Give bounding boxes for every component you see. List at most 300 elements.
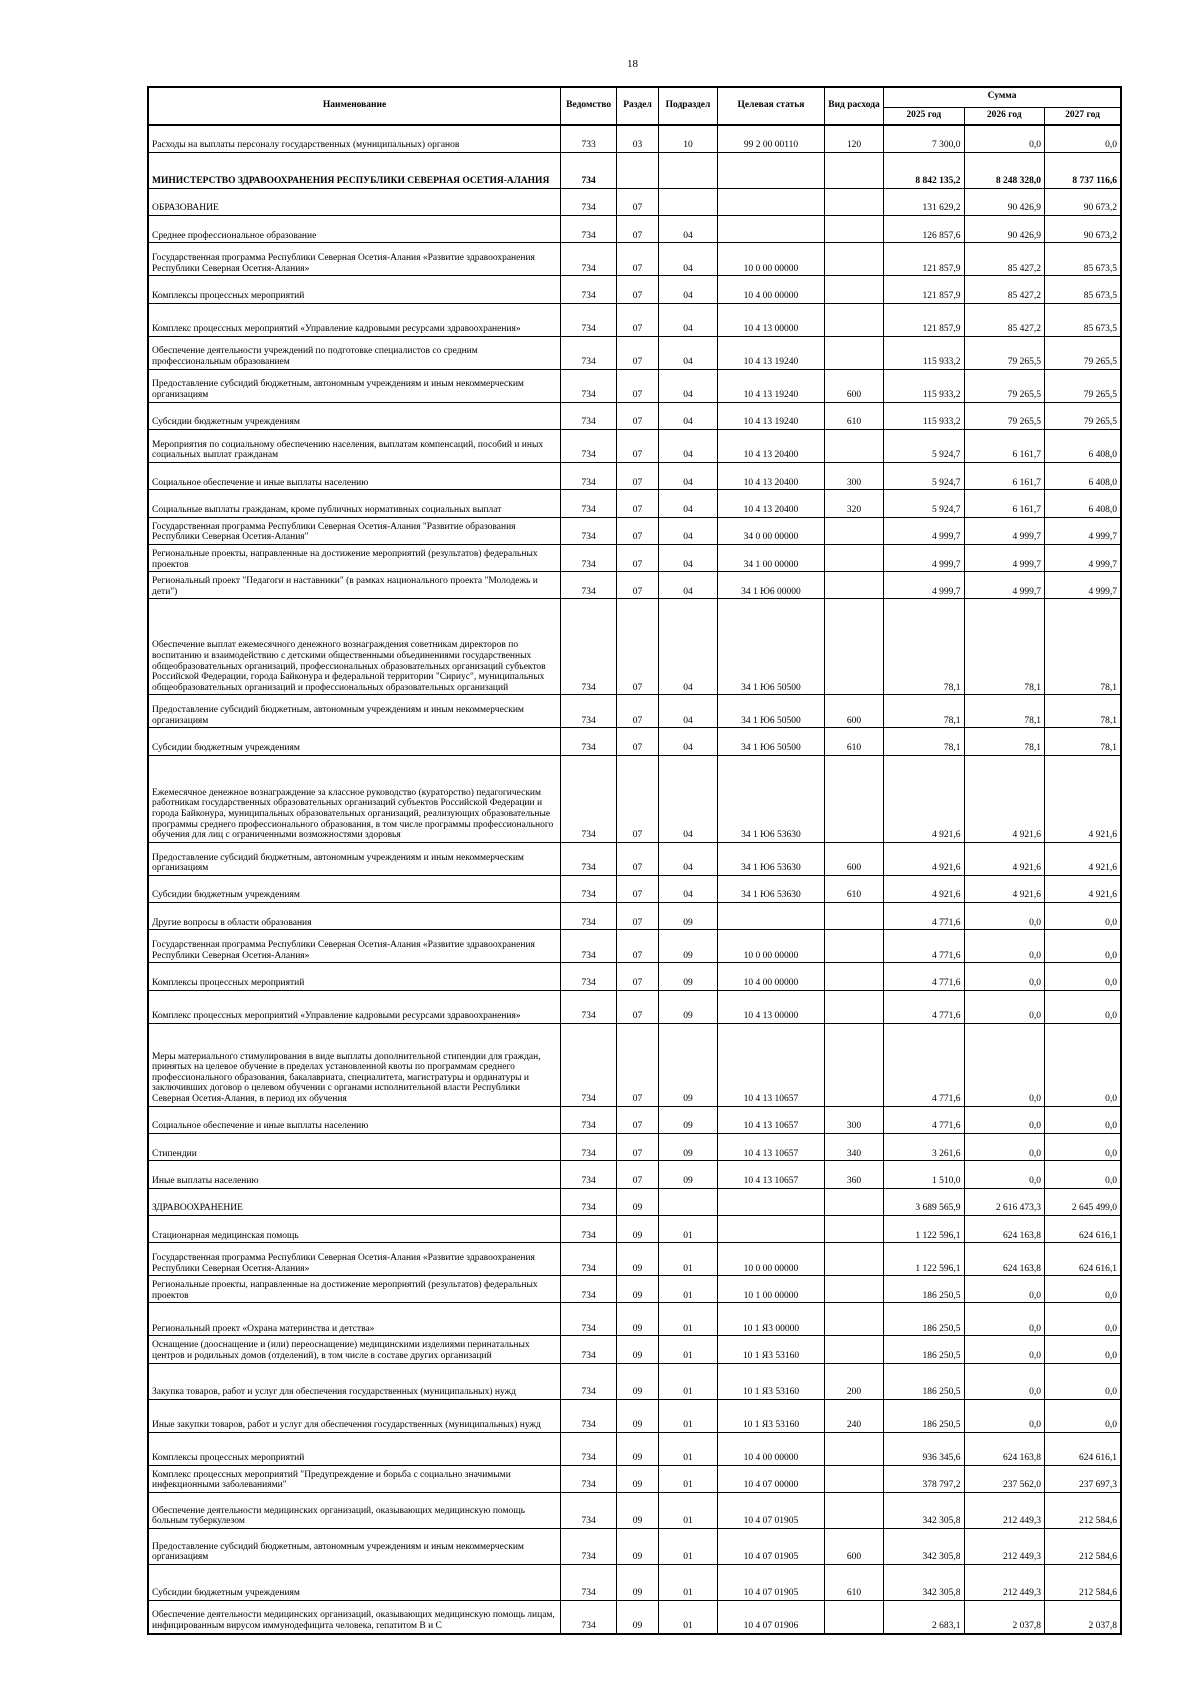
row-target: 10 4 13 10657 [718, 1133, 825, 1160]
row-sum-2026: 0,0 [964, 990, 1044, 1023]
row-ministry: 734 [561, 990, 617, 1023]
table-row [148, 188, 1121, 215]
row-name: Обеспечение деятельности медицинских организаций, оказывающих медицинскую помощь больным туберкулезом [148, 1493, 561, 1529]
row-sum-2025: 7 300,0 [884, 125, 964, 152]
row-target: 10 4 07 01905 [718, 1565, 825, 1601]
row-section [617, 152, 659, 188]
row-sum-2025: 5 924,7 [884, 462, 964, 489]
table-row [148, 1465, 1121, 1492]
row-name: Региональные проекты, направленные на достижение мероприятий (результатов) федеральных проектов [148, 1276, 561, 1303]
table-row [148, 1565, 1121, 1601]
row-sum-2027: 8 737 116,6 [1045, 152, 1121, 188]
table-row [148, 1493, 1121, 1529]
row-section: 09 [617, 1432, 659, 1465]
row-expense-type [824, 188, 883, 215]
row-sum-2025: 342 305,8 [884, 1493, 964, 1529]
row-sum-2025: 4 921,6 [884, 755, 964, 842]
row-target: 10 1 00 00000 [718, 1276, 825, 1303]
row-target: 10 4 13 20400 [718, 490, 825, 517]
row-section: 07 [617, 544, 659, 571]
row-expense-type [824, 152, 883, 188]
row-sum-2025: 4 999,7 [884, 517, 964, 544]
row-sum-2026: 78,1 [964, 695, 1044, 728]
row-expense-type: 340 [824, 1133, 883, 1160]
table-row [148, 276, 1121, 303]
row-sum-2026: 79 265,5 [964, 336, 1044, 369]
row-target: 10 1 Я3 53160 [718, 1336, 825, 1363]
row-sum-2027: 0,0 [1045, 1303, 1121, 1336]
row-target: 99 2 00 00110 [718, 125, 825, 152]
row-target: 10 4 00 00000 [718, 963, 825, 990]
table-row [148, 369, 1121, 402]
row-name: Субсидии бюджетным учреждениям [148, 1565, 561, 1601]
row-section: 09 [617, 1215, 659, 1242]
row-expense-type: 600 [824, 1529, 883, 1565]
row-name: Стипендии [148, 1133, 561, 1160]
row-ministry: 734 [561, 243, 617, 276]
budget-table [147, 86, 1122, 1635]
row-name: Комплексы процессных мероприятий [148, 963, 561, 990]
row-target [718, 1188, 825, 1215]
table-row [148, 599, 1121, 695]
row-section: 07 [617, 695, 659, 728]
row-expense-type: 300 [824, 462, 883, 489]
row-name: Оснащение (дооснащение и (или) переоснащение) медицинскими изделиями перинатальных центров и родильных домов (отделений), в том числе в составе других организаций [148, 1336, 561, 1363]
row-target: 10 4 07 01905 [718, 1529, 825, 1565]
row-sum-2027: 0,0 [1045, 1161, 1121, 1188]
table-row [148, 990, 1121, 1023]
row-ministry: 734 [561, 1601, 617, 1634]
row-subsection: 01 [658, 1399, 717, 1432]
row-subsection: 04 [658, 336, 717, 369]
row-expense-type [824, 1276, 883, 1303]
row-section: 09 [617, 1565, 659, 1601]
row-expense-type [824, 599, 883, 695]
row-subsection: 04 [658, 875, 717, 902]
row-target: 10 4 07 00000 [718, 1465, 825, 1492]
row-sum-2025: 8 842 135,2 [884, 152, 964, 188]
row-sum-2027: 6 408,0 [1045, 429, 1121, 462]
row-name: Комплекс процессных мероприятий "Предупреждение и борьба с социально значимыми инфекционными заболеваниями" [148, 1465, 561, 1492]
row-sum-2025: 1 122 596,1 [884, 1215, 964, 1242]
row-ministry: 734 [561, 369, 617, 402]
row-sum-2026: 0,0 [964, 963, 1044, 990]
row-subsection: 01 [658, 1276, 717, 1303]
row-sum-2027: 4 921,6 [1045, 875, 1121, 902]
row-sum-2026: 212 449,3 [964, 1493, 1044, 1529]
row-section: 07 [617, 572, 659, 599]
table-body [148, 125, 1121, 1634]
row-section: 09 [617, 1529, 659, 1565]
row-section: 07 [617, 842, 659, 875]
row-section: 09 [617, 1465, 659, 1492]
row-sum-2025: 131 629,2 [884, 188, 964, 215]
table-header [148, 87, 1121, 125]
row-subsection: 01 [658, 1243, 717, 1276]
row-ministry: 734 [561, 1276, 617, 1303]
row-sum-2026: 0,0 [964, 1023, 1044, 1106]
row-ministry: 734 [561, 963, 617, 990]
row-subsection: 04 [658, 842, 717, 875]
row-target: 34 1 Ю6 53630 [718, 875, 825, 902]
row-ministry: 734 [561, 1188, 617, 1215]
row-sum-2025: 378 797,2 [884, 1465, 964, 1492]
row-subsection: 01 [658, 1565, 717, 1601]
row-sum-2025: 342 305,8 [884, 1565, 964, 1601]
row-sum-2026: 78,1 [964, 728, 1044, 755]
row-expense-type [824, 903, 883, 930]
row-ministry: 734 [561, 544, 617, 571]
row-expense-type [824, 1188, 883, 1215]
row-sum-2026: 90 426,9 [964, 188, 1044, 215]
row-sum-2027: 4 999,7 [1045, 544, 1121, 571]
row-name: Государственная программа Республики Северная Осетия-Алания «Развитие здравоохранения Республики Северная Осетия-Алания» [148, 243, 561, 276]
row-expense-type: 610 [824, 728, 883, 755]
row-subsection: 04 [658, 303, 717, 336]
row-subsection [658, 1188, 717, 1215]
table-row [148, 1336, 1121, 1363]
row-expense-type [824, 1601, 883, 1634]
row-sum-2026: 6 161,7 [964, 429, 1044, 462]
row-sum-2027: 0,0 [1045, 1106, 1121, 1133]
row-ministry: 733 [561, 125, 617, 152]
row-ministry: 734 [561, 1432, 617, 1465]
row-target [718, 903, 825, 930]
table-row [148, 1601, 1121, 1634]
row-expense-type: 610 [824, 402, 883, 429]
row-sum-2026: 4 999,7 [964, 572, 1044, 599]
row-expense-type [824, 1215, 883, 1242]
row-expense-type [824, 517, 883, 544]
row-sum-2027: 0,0 [1045, 930, 1121, 963]
row-sum-2027: 2 645 499,0 [1045, 1188, 1121, 1215]
row-subsection: 09 [658, 903, 717, 930]
row-sum-2027: 0,0 [1045, 1399, 1121, 1432]
row-target [718, 216, 825, 243]
row-name: Мероприятия по социальному обеспечению населения, выплатам компенсаций, пособий и иных социальных выплат гражданам [148, 429, 561, 462]
row-subsection: 01 [658, 1363, 717, 1399]
row-ministry: 734 [561, 1363, 617, 1399]
row-subsection: 04 [658, 755, 717, 842]
row-sum-2025: 78,1 [884, 728, 964, 755]
row-name: Субсидии бюджетным учреждениям [148, 728, 561, 755]
row-name: Государственная программа Республики Северная Осетия-Алания "Развитие образования Республики Северная Осетия-Алания" [148, 517, 561, 544]
table-row [148, 1363, 1121, 1399]
row-name: Комплекс процессных мероприятий «Управление кадровыми ресурсами здравоохранения» [148, 990, 561, 1023]
row-name: Региональные проекты, направленные на достижение мероприятий (результатов) федеральных проектов [148, 544, 561, 571]
row-ministry: 734 [561, 402, 617, 429]
row-name: Стационарная медицинская помощь [148, 1215, 561, 1242]
table-row [148, 1276, 1121, 1303]
row-subsection: 01 [658, 1336, 717, 1363]
row-target: 34 1 Ю6 50500 [718, 695, 825, 728]
row-sum-2026: 79 265,5 [964, 402, 1044, 429]
row-target: 10 1 Я3 00000 [718, 1303, 825, 1336]
page-number: 18 [627, 58, 638, 70]
row-target: 10 4 13 10657 [718, 1023, 825, 1106]
row-sum-2025: 121 857,9 [884, 276, 964, 303]
row-sum-2026: 0,0 [964, 930, 1044, 963]
row-section: 09 [617, 1188, 659, 1215]
row-sum-2027: 212 584,6 [1045, 1565, 1121, 1601]
table-row [148, 517, 1121, 544]
row-ministry: 734 [561, 1243, 617, 1276]
row-target: 10 4 13 00000 [718, 303, 825, 336]
row-sum-2027: 212 584,6 [1045, 1493, 1121, 1529]
row-sum-2026: 0,0 [964, 903, 1044, 930]
row-expense-type [824, 303, 883, 336]
row-ministry: 734 [561, 1106, 617, 1133]
row-target: 10 4 13 19240 [718, 369, 825, 402]
row-target: 10 4 13 00000 [718, 990, 825, 1023]
row-ministry: 734 [561, 276, 617, 303]
row-subsection [658, 152, 717, 188]
row-subsection: 04 [658, 402, 717, 429]
row-sum-2026: 0,0 [964, 125, 1044, 152]
table-row [148, 303, 1121, 336]
header-section: Раздел [617, 87, 659, 125]
row-target: 34 1 Ю6 50500 [718, 599, 825, 695]
row-subsection: 01 [658, 1215, 717, 1242]
row-sum-2027: 4 921,6 [1045, 755, 1121, 842]
row-ministry: 734 [561, 188, 617, 215]
table-row [148, 930, 1121, 963]
row-subsection: 04 [658, 517, 717, 544]
row-expense-type: 600 [824, 842, 883, 875]
row-sum-2025: 5 924,7 [884, 429, 964, 462]
row-sum-2026: 0,0 [964, 1276, 1044, 1303]
row-name: Обеспечение деятельности учреждений по подготовке специалистов со средним профессиональным образованием [148, 336, 561, 369]
row-subsection: 10 [658, 125, 717, 152]
row-name: Субсидии бюджетным учреждениям [148, 402, 561, 429]
header-subsection: Подраздел [658, 87, 717, 125]
row-subsection: 01 [658, 1601, 717, 1634]
row-sum-2025: 4 771,6 [884, 903, 964, 930]
row-sum-2027: 624 616,1 [1045, 1432, 1121, 1465]
header-year-2026: 2026 год [964, 107, 1044, 125]
row-sum-2026: 0,0 [964, 1106, 1044, 1133]
header-year-2025: 2025 год [884, 107, 964, 125]
row-target: 34 1 Ю6 53630 [718, 755, 825, 842]
row-subsection: 04 [658, 572, 717, 599]
row-sum-2025: 4 771,6 [884, 1023, 964, 1106]
row-ministry: 734 [561, 152, 617, 188]
row-sum-2026: 624 163,8 [964, 1243, 1044, 1276]
row-expense-type: 200 [824, 1363, 883, 1399]
row-sum-2026: 85 427,2 [964, 276, 1044, 303]
row-target [718, 152, 825, 188]
row-target: 34 1 Ю6 53630 [718, 842, 825, 875]
row-target: 10 4 00 00000 [718, 276, 825, 303]
row-ministry: 734 [561, 695, 617, 728]
row-sum-2026: 85 427,2 [964, 243, 1044, 276]
row-target: 10 4 07 01905 [718, 1493, 825, 1529]
row-subsection: 01 [658, 1303, 717, 1336]
table-row [148, 755, 1121, 842]
table-row [148, 1133, 1121, 1160]
row-target: 10 4 13 20400 [718, 462, 825, 489]
table-row [148, 1161, 1121, 1188]
row-sum-2026: 0,0 [964, 1303, 1044, 1336]
row-ministry: 734 [561, 1529, 617, 1565]
row-section: 09 [617, 1363, 659, 1399]
row-name: Субсидии бюджетным учреждениям [148, 875, 561, 902]
table-row [148, 728, 1121, 755]
row-section: 07 [617, 1133, 659, 1160]
row-sum-2027: 79 265,5 [1045, 369, 1121, 402]
row-sum-2026: 8 248 328,0 [964, 152, 1044, 188]
row-ministry: 734 [561, 1465, 617, 1492]
row-section: 03 [617, 125, 659, 152]
row-subsection: 04 [658, 369, 717, 402]
row-name: Региональный проект «Охрана материнства и детства» [148, 1303, 561, 1336]
row-ministry: 734 [561, 755, 617, 842]
row-subsection: 04 [658, 599, 717, 695]
row-ministry: 734 [561, 1399, 617, 1432]
row-name: Комплекс процессных мероприятий «Управление кадровыми ресурсами здравоохранения» [148, 303, 561, 336]
row-section: 07 [617, 336, 659, 369]
row-section: 09 [617, 1276, 659, 1303]
row-expense-type [824, 755, 883, 842]
row-sum-2026: 212 449,3 [964, 1529, 1044, 1565]
row-section: 07 [617, 490, 659, 517]
row-section: 07 [617, 903, 659, 930]
row-sum-2026: 624 163,8 [964, 1432, 1044, 1465]
row-sum-2027: 0,0 [1045, 1276, 1121, 1303]
row-sum-2025: 1 510,0 [884, 1161, 964, 1188]
row-sum-2027: 624 616,1 [1045, 1215, 1121, 1242]
row-name: Предоставление субсидий бюджетным, автономным учреждениям и иным некоммерческим организациям [148, 1529, 561, 1565]
row-subsection: 09 [658, 990, 717, 1023]
row-section: 07 [617, 1161, 659, 1188]
row-sum-2027: 6 408,0 [1045, 490, 1121, 517]
row-name: Другие вопросы в области образования [148, 903, 561, 930]
row-sum-2027: 0,0 [1045, 1363, 1121, 1399]
row-sum-2027: 85 673,5 [1045, 303, 1121, 336]
row-subsection [658, 188, 717, 215]
row-ministry: 734 [561, 490, 617, 517]
row-section: 09 [617, 1303, 659, 1336]
row-sum-2025: 4 921,6 [884, 842, 964, 875]
header-ministry: Ведомство [561, 87, 617, 125]
row-target: 10 4 13 19240 [718, 402, 825, 429]
table-row [148, 462, 1121, 489]
row-sum-2027: 79 265,5 [1045, 336, 1121, 369]
row-sum-2027: 0,0 [1045, 990, 1121, 1023]
row-sum-2026: 4 921,6 [964, 875, 1044, 902]
row-subsection: 09 [658, 1106, 717, 1133]
row-sum-2026: 78,1 [964, 599, 1044, 695]
row-subsection: 04 [658, 276, 717, 303]
row-section: 07 [617, 930, 659, 963]
table-row [148, 695, 1121, 728]
row-sum-2025: 3 689 565,9 [884, 1188, 964, 1215]
row-target: 10 4 07 01906 [718, 1601, 825, 1634]
row-expense-type [824, 1432, 883, 1465]
row-ministry: 734 [561, 216, 617, 243]
row-sum-2025: 1 122 596,1 [884, 1243, 964, 1276]
row-sum-2027: 0,0 [1045, 1336, 1121, 1363]
row-target: 10 0 00 00000 [718, 930, 825, 963]
table-row [148, 429, 1121, 462]
row-sum-2027: 79 265,5 [1045, 402, 1121, 429]
row-subsection: 04 [658, 544, 717, 571]
row-subsection: 01 [658, 1493, 717, 1529]
row-expense-type: 240 [824, 1399, 883, 1432]
row-sum-2025: 115 933,2 [884, 369, 964, 402]
row-expense-type [824, 572, 883, 599]
row-subsection: 04 [658, 429, 717, 462]
row-ministry: 734 [561, 429, 617, 462]
row-sum-2027: 0,0 [1045, 1133, 1121, 1160]
row-sum-2027: 0,0 [1045, 903, 1121, 930]
row-sum-2026: 0,0 [964, 1133, 1044, 1160]
row-sum-2025: 3 261,6 [884, 1133, 964, 1160]
row-section: 07 [617, 462, 659, 489]
row-section: 07 [617, 276, 659, 303]
row-subsection: 04 [658, 728, 717, 755]
row-expense-type: 120 [824, 125, 883, 152]
table-row [148, 1188, 1121, 1215]
row-ministry: 734 [561, 842, 617, 875]
row-sum-2027: 237 697,3 [1045, 1465, 1121, 1492]
row-subsection: 01 [658, 1432, 717, 1465]
row-ministry: 734 [561, 1215, 617, 1242]
row-name: Иные выплаты населению [148, 1161, 561, 1188]
row-sum-2027: 624 616,1 [1045, 1243, 1121, 1276]
row-name: Меры материального стимулирования в виде выплаты дополнительной стипендии для граждан, принятых на целевое обучение в пределах установленной квоты по программам среднего профессионального образования, бакалавриата, специалитета, магистратуры и ординатуры и заключивших договор о целевом обучении с органами исполнительной власти Республики Северная Осетия-Алания, в период их обучения [148, 1023, 561, 1106]
row-sum-2025: 4 999,7 [884, 544, 964, 571]
row-name: Комплексы процессных мероприятий [148, 1432, 561, 1465]
row-sum-2025: 4 771,6 [884, 963, 964, 990]
row-sum-2025: 186 250,5 [884, 1399, 964, 1432]
row-sum-2026: 212 449,3 [964, 1565, 1044, 1601]
row-sum-2026: 0,0 [964, 1399, 1044, 1432]
row-sum-2027: 0,0 [1045, 1023, 1121, 1106]
row-name: Социальное обеспечение и иные выплаты населению [148, 1106, 561, 1133]
row-subsection: 09 [658, 1133, 717, 1160]
header-year-2027: 2027 год [1045, 107, 1121, 125]
row-sum-2025: 121 857,9 [884, 303, 964, 336]
row-target: 34 1 Ю6 00000 [718, 572, 825, 599]
row-ministry: 734 [561, 336, 617, 369]
row-expense-type [824, 336, 883, 369]
table-row [148, 125, 1121, 152]
row-ministry: 734 [561, 1303, 617, 1336]
table-row [148, 544, 1121, 571]
row-target: 10 4 00 00000 [718, 1432, 825, 1465]
row-target: 10 4 13 10657 [718, 1106, 825, 1133]
row-target: 10 1 Я3 53160 [718, 1363, 825, 1399]
row-expense-type [824, 930, 883, 963]
row-name: Предоставление субсидий бюджетным, автономным учреждениям и иным некоммерческим организациям [148, 842, 561, 875]
row-sum-2026: 6 161,7 [964, 490, 1044, 517]
row-sum-2025: 186 250,5 [884, 1303, 964, 1336]
row-sum-2027: 6 408,0 [1045, 462, 1121, 489]
row-sum-2025: 4 921,6 [884, 875, 964, 902]
row-sum-2027: 78,1 [1045, 728, 1121, 755]
row-sum-2027: 78,1 [1045, 599, 1121, 695]
row-expense-type [824, 216, 883, 243]
row-sum-2025: 78,1 [884, 599, 964, 695]
row-ministry: 734 [561, 517, 617, 544]
table-row [148, 152, 1121, 188]
row-sum-2027: 90 673,2 [1045, 188, 1121, 215]
row-name: Обеспечение деятельности медицинских организаций, оказывающих медицинскую помощь лицам, инфицированным вирусом иммунодефицита человека, гепатитом B и C [148, 1601, 561, 1634]
row-sum-2025: 4 999,7 [884, 572, 964, 599]
row-sum-2026: 4 921,6 [964, 755, 1044, 842]
row-sum-2026: 0,0 [964, 1336, 1044, 1363]
